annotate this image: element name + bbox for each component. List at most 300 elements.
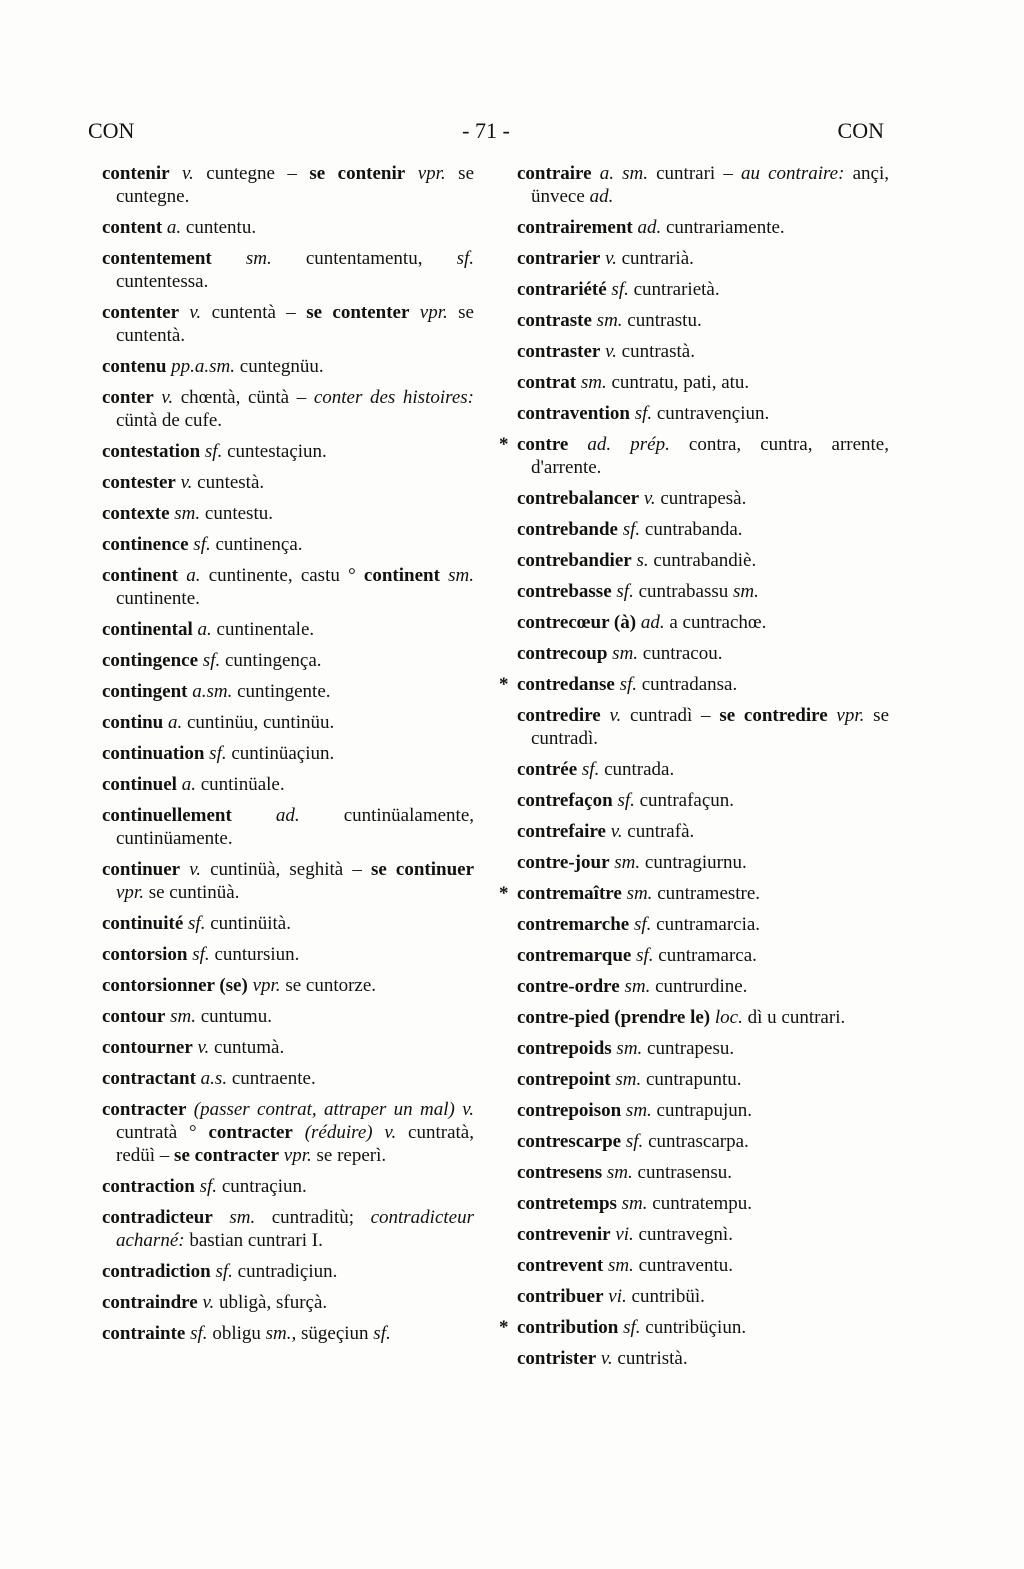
translation: cuntumu.	[195, 1006, 272, 1027]
grammar-label: v.	[169, 163, 194, 184]
headword: contravention	[517, 403, 630, 424]
dictionary-entry	[517, 216, 889, 239]
grammar-label: sf.	[631, 945, 654, 966]
headword: contrepoint	[517, 1069, 611, 1090]
grammar-label: vpr.	[247, 975, 281, 996]
grammar-label: sm.	[733, 581, 759, 602]
dictionary-entry	[517, 975, 889, 998]
translation: cuntinentale.	[211, 619, 315, 640]
dictionary-entry	[102, 974, 474, 997]
grammar-label: a.sm.	[187, 681, 233, 702]
dictionary-entry	[517, 371, 889, 394]
grammar-label: sf.	[456, 248, 474, 269]
headword: contrefaçon	[517, 790, 613, 811]
translation: cuntrada.	[599, 759, 675, 780]
right-column	[499, 162, 890, 1378]
grammar-label: v.	[454, 1099, 474, 1120]
translation: cuntraventu.	[633, 1255, 733, 1276]
headword: contrecœur (à)	[517, 612, 637, 633]
translation: cüntà de cufe.	[116, 410, 223, 431]
headword: contrée	[517, 759, 578, 780]
headword: se contenter	[306, 302, 410, 323]
asterisk-marker: *	[499, 674, 509, 695]
dictionary-entry	[102, 1206, 474, 1252]
translation: cuntingença.	[220, 650, 322, 671]
headword: contrevenir	[517, 1224, 611, 1245]
translation: dì u cuntrari.	[742, 1007, 846, 1028]
dictionary-entry	[517, 944, 889, 967]
headword: contre-jour	[517, 852, 610, 873]
grammar-label: sf.	[200, 441, 223, 462]
dictionary-entry	[102, 1005, 474, 1028]
grammar-label: contradicteur acharné:	[116, 1207, 474, 1251]
asterisk-marker: *	[499, 1317, 509, 1338]
dictionary-entry	[517, 247, 889, 270]
headword: contrairement	[517, 217, 633, 238]
dictionary-entry	[517, 704, 889, 750]
translation: cuntrabanda.	[640, 519, 743, 540]
headword: se contenir	[309, 163, 406, 184]
grammar-label: sm.	[603, 1255, 634, 1276]
dictionary-entry	[102, 858, 474, 904]
dictionary-entry	[102, 502, 474, 525]
translation: cuntratu, pati, atu.	[606, 372, 750, 393]
grammar-label: sf.	[198, 650, 221, 671]
dictionary-entry	[102, 216, 474, 239]
headword: contester	[102, 472, 176, 493]
headword: contraindre	[102, 1292, 198, 1313]
grammar-label: sm.	[621, 883, 653, 904]
headword: contenter	[102, 302, 180, 323]
translation: cuntrabandiè.	[648, 550, 757, 571]
headword: continuel	[102, 774, 177, 795]
headword: continental	[102, 619, 193, 640]
translation: bastian cuntrari I.	[184, 1230, 323, 1251]
dictionary-entry	[517, 1037, 889, 1060]
grammar-label: v.	[600, 705, 622, 726]
translation: se cuntradì.	[531, 705, 890, 749]
grammar-label: sf.	[185, 1323, 208, 1344]
headword: continent	[363, 565, 440, 586]
headword: continent	[102, 565, 178, 586]
translation: cuntraente.	[227, 1068, 316, 1089]
grammar-label: s.	[631, 550, 649, 571]
headword: contorsion	[102, 944, 188, 965]
translation: cuntrurdine.	[650, 976, 748, 997]
headword: conter	[102, 387, 154, 408]
headword: contredanse	[517, 674, 615, 695]
grammar-label: sm.	[621, 1100, 652, 1121]
dictionary-entry	[102, 1098, 474, 1167]
headword: continuation	[102, 743, 205, 764]
dictionary-entry	[102, 533, 474, 556]
page-number: - 71 -	[462, 118, 510, 143]
grammar-label: sf.	[194, 1176, 218, 1197]
dictionary-entry	[517, 642, 889, 665]
translation: cuntinüale.	[195, 774, 285, 795]
grammar-label: sf.	[373, 1323, 391, 1344]
dictionary-entry	[517, 913, 889, 936]
dictionary-entry	[102, 1036, 474, 1059]
translation: cuntragiurnu.	[640, 852, 747, 873]
grammar-label: sf.	[210, 1261, 233, 1282]
grammar-label: v.	[372, 1122, 397, 1143]
translation: se cuntegne.	[116, 163, 475, 207]
translation: cuntestà.	[192, 472, 265, 493]
header-right-guide: CON	[837, 118, 884, 143]
dictionary-entry	[102, 301, 474, 347]
translation: cuntracou.	[638, 643, 723, 664]
dictionary-entry	[517, 162, 889, 208]
grammar-label: vpr.	[279, 1145, 312, 1166]
headword: contre	[517, 434, 569, 455]
translation: cuntradansa.	[637, 674, 738, 695]
dictionary-entry	[102, 247, 474, 293]
headword: contretemps	[517, 1193, 617, 1214]
headword: contremaître	[517, 883, 622, 904]
translation: cuntrapuntu.	[641, 1069, 742, 1090]
grammar-label: ad. prép.	[568, 434, 670, 455]
headword: contentement	[102, 248, 212, 269]
dictionary-entry	[517, 402, 889, 425]
translation: cuntinüà, seghità –	[201, 859, 371, 880]
headword: contremarque	[517, 945, 632, 966]
headword: contresens	[517, 1162, 603, 1183]
translation: cuntursiun.	[209, 944, 300, 965]
header-left-guide: CON	[88, 118, 135, 143]
dictionary-entry	[102, 742, 474, 765]
grammar-label: sm.	[611, 1038, 643, 1059]
page-header	[88, 118, 884, 148]
headword: contorsionner (se)	[102, 975, 248, 996]
translation: cuntrariamente.	[661, 217, 785, 238]
dictionary-entry	[102, 162, 474, 208]
dictionary-entry	[499, 882, 889, 905]
translation: cuntentà –	[201, 302, 307, 323]
grammar-label: ad.	[636, 612, 665, 633]
dictionary-entry	[517, 1192, 889, 1215]
grammar-label: sm.	[616, 1193, 648, 1214]
grammar-label: sf.	[577, 759, 600, 780]
dictionary-entry	[102, 943, 474, 966]
grammar-label: v.	[600, 248, 617, 269]
translation: cuntrasensu.	[632, 1162, 732, 1183]
translation: se cuntinüà.	[143, 882, 240, 903]
dictionary-entry	[517, 1161, 889, 1184]
headword: contredire	[517, 705, 601, 726]
translation: cuntinente.	[116, 588, 200, 609]
translation: cuntegne –	[193, 163, 310, 184]
grammar-label: sf.	[606, 279, 629, 300]
dictionary-entry	[517, 758, 889, 781]
grammar-label: vpr.	[116, 882, 144, 903]
translation: cuntratà, redüì –	[116, 1122, 474, 1166]
translation: chœntà, cüntà –	[173, 387, 314, 408]
headword: contingent	[102, 681, 188, 702]
grammar-label: v.	[596, 1348, 613, 1369]
translation: cuntraditù;	[255, 1207, 371, 1228]
dictionary-entry	[499, 433, 889, 479]
dictionary-entry	[517, 309, 889, 332]
translation: cuntinüaçiun.	[226, 743, 335, 764]
headword: continu	[102, 712, 164, 733]
headword: contrevent	[517, 1255, 604, 1276]
grammar-label: sm.	[211, 248, 272, 269]
grammar-label: sf.	[188, 534, 211, 555]
grammar-label: v.	[180, 859, 201, 880]
dictionary-entry	[517, 1130, 889, 1153]
headword: contrainte	[102, 1323, 186, 1344]
grammar-label: v.	[175, 472, 193, 493]
translation: cuntratà °	[116, 1122, 209, 1143]
headword: contrebalancer	[517, 488, 640, 509]
headword: se contredire	[719, 705, 828, 726]
translation: contra, cuntra, arrente, d'arrente.	[531, 434, 889, 478]
translation: se reperì.	[311, 1145, 387, 1166]
dictionary-entry	[517, 820, 889, 843]
grammar-label: ad.	[231, 805, 300, 826]
headword: continence	[102, 534, 189, 555]
grammar-label: vpr.	[405, 163, 446, 184]
grammar-label: sm.,	[265, 1323, 297, 1344]
dictionary-entry	[517, 580, 889, 603]
translation: cuntentessa.	[116, 271, 209, 292]
headword: contraire	[517, 163, 592, 184]
headword: contrepoids	[517, 1038, 612, 1059]
grammar-label: sf.	[612, 790, 635, 811]
grammar-label: a. sm.	[591, 163, 648, 184]
grammar-label: sm.	[607, 643, 639, 664]
grammar-label: sm.	[576, 372, 607, 393]
dictionary-entry	[102, 1175, 474, 1198]
headword: continuer	[102, 859, 181, 880]
headword: contrebasse	[517, 581, 612, 602]
translation: sügeçiun	[296, 1323, 374, 1344]
grammar-label: sm.	[169, 503, 201, 524]
dictionary-entry	[517, 487, 889, 510]
dictionary-entry	[517, 1223, 889, 1246]
grammar-label: a.	[162, 217, 182, 238]
translation: cuntegnüu.	[235, 356, 324, 377]
dictionary-entry	[102, 912, 474, 935]
translation: cuntrascarpa.	[643, 1131, 749, 1152]
translation: cuntrari –	[647, 163, 741, 184]
headword: contremarche	[517, 914, 630, 935]
grammar-label: pp.a.sm.	[166, 356, 236, 377]
dictionary-entry	[517, 278, 889, 301]
headword: contre-ordre	[517, 976, 620, 997]
dictionary-entry	[517, 1285, 889, 1308]
grammar-label: sf.	[629, 914, 652, 935]
grammar-label: ad.	[632, 217, 662, 238]
translation: cuntrarià.	[616, 248, 694, 269]
grammar-label: sm.	[212, 1207, 256, 1228]
dictionary-entry	[517, 611, 889, 634]
translation: cuntramarcia.	[651, 914, 761, 935]
headword: continuellement	[102, 805, 232, 826]
headword: contracter	[102, 1099, 187, 1120]
grammar-label: sf.	[614, 674, 637, 695]
translation: cuntrapesà.	[655, 488, 747, 509]
dictionary-entry	[517, 789, 889, 812]
dictionary-entry	[102, 1291, 474, 1314]
headword: contourner	[102, 1037, 193, 1058]
headword: contrefaire	[517, 821, 606, 842]
translation: cuntrabassu	[633, 581, 734, 602]
translation: cuntumà.	[209, 1037, 285, 1058]
headword: contradicteur	[102, 1207, 213, 1228]
translation: ubligà, sfurçà.	[214, 1292, 328, 1313]
grammar-label: sf.	[629, 403, 653, 424]
translation: cuntestu.	[200, 503, 273, 524]
translation: cuntentu.	[181, 217, 257, 238]
grammar-label: sf.	[204, 743, 227, 764]
headword: se continuer	[370, 859, 474, 880]
translation: cuntrapesu.	[642, 1038, 735, 1059]
dictionary-entry	[499, 1316, 889, 1339]
headword: contenu	[102, 356, 167, 377]
headword: contraste	[517, 310, 592, 331]
translation: cuntingente.	[232, 681, 331, 702]
translation: cuntentamentu,	[271, 248, 457, 269]
grammar-label: v.	[600, 341, 617, 362]
grammar-label: vi.	[603, 1286, 627, 1307]
headword: contribution	[517, 1317, 619, 1338]
translation: cuntinüalamente, cuntinüamente.	[116, 805, 475, 849]
grammar-label: a.	[192, 619, 212, 640]
grammar-label: sm.	[439, 565, 474, 586]
grammar-label: ad.	[589, 186, 614, 207]
translation: a cuntrachœ.	[664, 612, 767, 633]
translation: cuntinença.	[210, 534, 303, 555]
headword: contribuer	[517, 1286, 604, 1307]
translation: cuntradì –	[621, 705, 720, 726]
left-column	[102, 162, 474, 1353]
dictionary-entry	[102, 773, 474, 796]
translation: cuntinüità.	[205, 913, 291, 934]
dictionary-entry	[517, 851, 889, 874]
grammar-label: sm.	[602, 1162, 633, 1183]
dictionary-entry	[102, 680, 474, 703]
grammar-label: v.	[179, 302, 202, 323]
translation: obligu	[207, 1323, 266, 1344]
grammar-label: a.	[176, 774, 196, 795]
dictionary-entry	[102, 618, 474, 641]
dictionary-entry	[102, 440, 474, 463]
dictionary-entry	[102, 711, 474, 734]
headword: contraction	[102, 1176, 195, 1197]
dictionary-entry	[102, 804, 474, 850]
dictionary-entry	[517, 340, 889, 363]
translation: cuntrafaçun.	[634, 790, 735, 811]
grammar-label: sm.	[610, 1069, 642, 1090]
grammar-label: loc.	[710, 1007, 743, 1028]
grammar-label: v.	[639, 488, 656, 509]
grammar-label: a.	[178, 565, 201, 586]
headword: contre-pied (prendre le)	[517, 1007, 711, 1028]
translation: cuntrafà.	[622, 821, 695, 842]
dictionary-entry	[517, 1068, 889, 1091]
translation: cuntrastu.	[622, 310, 702, 331]
translation: cuntinüu, cuntinüu.	[182, 712, 335, 733]
translation: cuntravençiun.	[652, 403, 770, 424]
grammar-label: v.	[153, 387, 174, 408]
dictionary-entry	[102, 649, 474, 672]
translation: cuntradiçiun.	[232, 1261, 338, 1282]
translation: cuntinente, castu °	[200, 565, 364, 586]
headword: continuité	[102, 913, 184, 934]
translation: ançi, ünvece	[531, 163, 889, 207]
grammar-label: sm.	[165, 1006, 196, 1027]
dictionary-entry	[102, 1322, 474, 1345]
dictionary-entry	[517, 1099, 889, 1122]
dictionary-entry	[517, 1254, 889, 1277]
dictionary-entry	[102, 1260, 474, 1283]
grammar-label: (passer contrat, attraper un mal)	[186, 1099, 455, 1120]
grammar-label: a.	[163, 712, 183, 733]
translation: cuntribüì.	[626, 1286, 705, 1307]
headword: contrarier	[517, 248, 601, 269]
grammar-label: vpr.	[409, 302, 448, 323]
grammar-label: au contraire:	[740, 163, 845, 184]
grammar-label: sf.	[611, 581, 634, 602]
translation: cuntribüçiun.	[640, 1317, 747, 1338]
translation: cuntramarca.	[653, 945, 757, 966]
headword: contrebandier	[517, 550, 632, 571]
translation: se cuntorze.	[280, 975, 377, 996]
grammar-label: sm.	[619, 976, 651, 997]
grammar-label: sm.	[591, 310, 623, 331]
translation: cuntratempu.	[647, 1193, 752, 1214]
asterisk-marker: *	[499, 434, 509, 455]
grammar-label: sf.	[617, 519, 641, 540]
dictionary-entry	[499, 673, 889, 696]
translation: cuntristà.	[612, 1348, 688, 1369]
grammar-label: sf.	[183, 913, 206, 934]
dictionary-entry	[102, 355, 474, 378]
dictionary-entry	[102, 471, 474, 494]
translation: cuntrastà.	[616, 341, 695, 362]
headword: contrecoup	[517, 643, 608, 664]
headword: contenir	[102, 163, 170, 184]
headword: contexte	[102, 503, 170, 524]
dictionary-entry	[102, 1067, 474, 1090]
translation: cuntrapujun.	[651, 1100, 753, 1121]
grammar-label: (réduire)	[292, 1122, 373, 1143]
translation: cuntestaçiun.	[222, 441, 327, 462]
grammar-label: a.s.	[195, 1068, 228, 1089]
dictionary-entry	[517, 549, 889, 572]
translation: cuntramestre.	[652, 883, 761, 904]
headword: se contracter	[174, 1145, 280, 1166]
headword: contrister	[517, 1348, 597, 1369]
dictionary-entry	[517, 1006, 889, 1029]
dictionary-entry	[102, 564, 474, 610]
grammar-label: vi.	[610, 1224, 634, 1245]
headword: contestation	[102, 441, 201, 462]
asterisk-marker: *	[499, 883, 509, 904]
headword: contrescarpe	[517, 1131, 622, 1152]
headword: contour	[102, 1006, 166, 1027]
grammar-label: v.	[192, 1037, 210, 1058]
grammar-label: sf.	[621, 1131, 644, 1152]
headword: contrepoison	[517, 1100, 622, 1121]
translation: cuntraçiun.	[217, 1176, 307, 1197]
grammar-label: v.	[605, 821, 623, 842]
headword: contrebande	[517, 519, 618, 540]
headword: contrariété	[517, 279, 607, 300]
headword: contractant	[102, 1068, 196, 1089]
